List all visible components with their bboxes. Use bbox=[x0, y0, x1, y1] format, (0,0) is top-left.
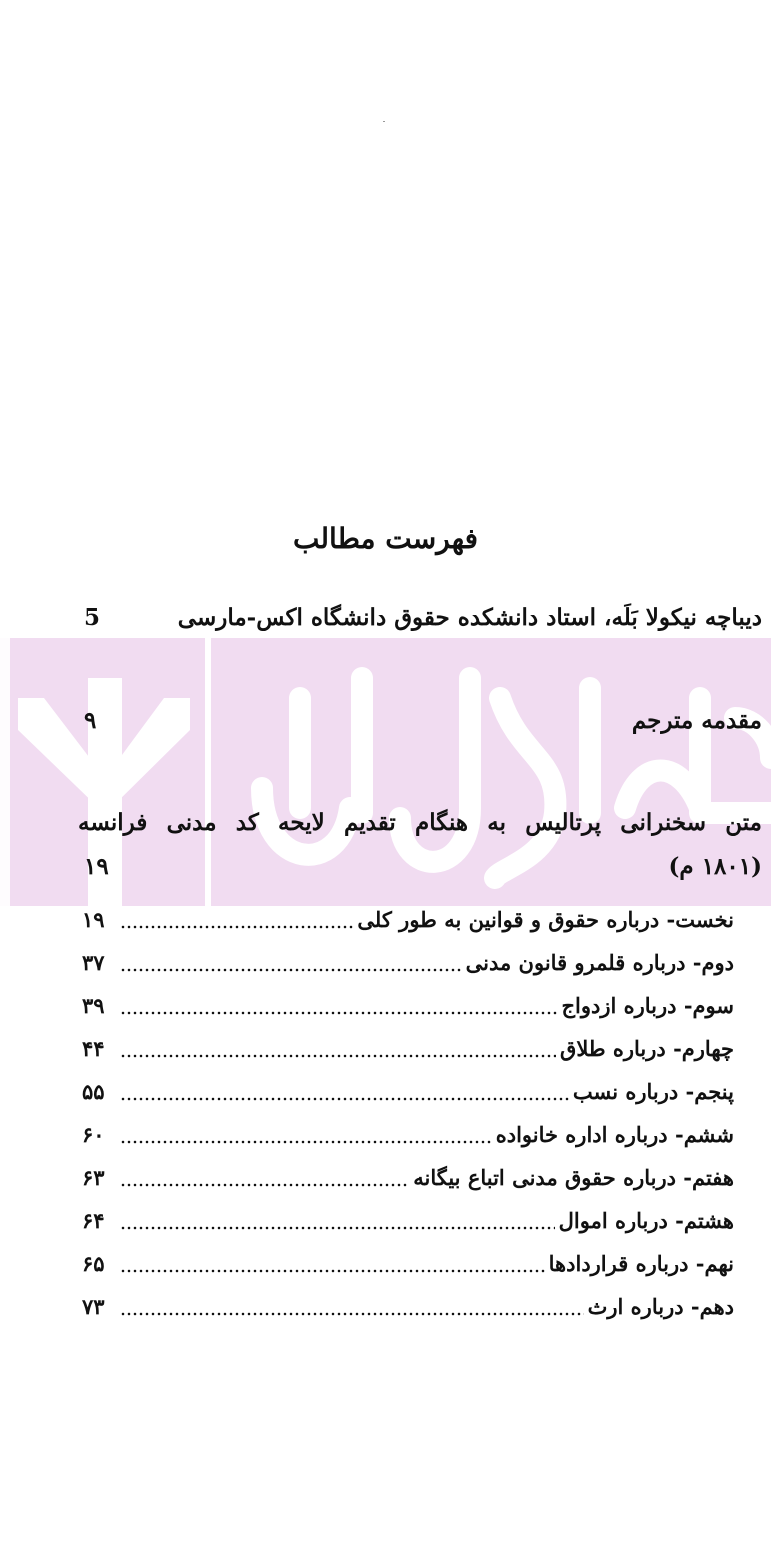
leader-dots bbox=[120, 1312, 584, 1316]
toc-subentry-label: پنجم- درباره نسب bbox=[572, 1079, 734, 1104]
toc-subentry[interactable] bbox=[82, 1199, 734, 1242]
toc-subentry[interactable] bbox=[82, 1156, 734, 1199]
toc-entry-portalis-speech[interactable] bbox=[78, 809, 762, 889]
leader-dots bbox=[120, 1140, 492, 1144]
toc-subentry-page: ۳۹ bbox=[82, 993, 105, 1018]
toc-subentry[interactable] bbox=[82, 941, 734, 984]
toc-entry-label: دیباچه نیکولا بَلَه، استاد دانشکده حقوق دانشگاه اکس-مارسی bbox=[177, 604, 762, 631]
toc-subentry-page: ۴۴ bbox=[82, 1036, 105, 1061]
toc-subentry[interactable] bbox=[82, 1285, 734, 1328]
toc-entry-page: ۹ bbox=[84, 707, 97, 734]
toc-subentry-label: سوم- درباره ازدواج bbox=[561, 993, 734, 1018]
toc-subentry[interactable] bbox=[82, 984, 734, 1027]
toc-entry-page: 5 bbox=[84, 604, 101, 631]
toc-entry-label-line2: (۱۸۰۱ م) bbox=[668, 853, 762, 880]
toc-subentries bbox=[82, 898, 734, 1328]
leader-dots bbox=[120, 1269, 545, 1273]
leader-dots bbox=[120, 1011, 557, 1015]
toc-subentry-page: ۶۰ bbox=[82, 1122, 105, 1147]
toc-subentry[interactable] bbox=[82, 1027, 734, 1070]
leader-dots bbox=[120, 1183, 409, 1187]
toc-subentry-label: هفتم- درباره حقوق مدنی اتباع بیگانه bbox=[413, 1165, 734, 1190]
toc-entry-label-line1: متن سخنرانی پرتالیس به هنگام تقدیم لایحه کد مدنی فرانسه bbox=[78, 809, 762, 836]
toc-subentry-label: چهارم- درباره طلاق bbox=[560, 1036, 734, 1061]
leader-dots bbox=[120, 1054, 556, 1058]
leader-dots bbox=[120, 1097, 569, 1101]
leader-dots bbox=[120, 968, 462, 972]
toc-subentry-label: نهم- درباره قراردادها bbox=[548, 1251, 734, 1276]
toc-entry-label: مقدمه مترجم bbox=[631, 707, 762, 734]
leader-dots bbox=[120, 1226, 555, 1230]
toc-subentry[interactable] bbox=[82, 1113, 734, 1156]
leader-dots bbox=[120, 925, 353, 929]
toc-subentry-page: ۳۷ bbox=[82, 950, 105, 975]
toc-subentry-label: دهم- درباره ارث bbox=[587, 1294, 734, 1319]
toc-entry-translator-intro[interactable] bbox=[78, 707, 762, 741]
toc-subentry-label: هشتم- درباره اموال bbox=[558, 1208, 734, 1233]
toc-subentry-page: ۶۴ bbox=[82, 1208, 105, 1233]
toc-subentry-label: دوم- درباره قلمرو قانون مدنی bbox=[465, 950, 734, 975]
toc-subentry[interactable] bbox=[82, 898, 734, 941]
toc-subentry-page: ۷۳ bbox=[82, 1294, 105, 1319]
toc-subentry-page: ۵۵ bbox=[82, 1079, 105, 1104]
toc-subentry-label: ششم- درباره اداره خانواده bbox=[495, 1122, 734, 1147]
page-title: فهرست مطالب bbox=[293, 522, 478, 555]
toc-subentry-page: ۱۹ bbox=[82, 907, 105, 932]
toc-entry-page: ۱۹ bbox=[84, 853, 109, 880]
toc-entry-preface[interactable] bbox=[78, 604, 762, 638]
scan-speck bbox=[383, 121, 385, 122]
toc-subentry[interactable] bbox=[82, 1070, 734, 1113]
toc-subentry-label: نخست- درباره حقوق و قوانین به طور کلی bbox=[357, 907, 734, 932]
toc-subentry-page: ۶۵ bbox=[82, 1251, 105, 1276]
toc-subentry[interactable] bbox=[82, 1242, 734, 1285]
toc-subentry-page: ۶۳ bbox=[82, 1165, 105, 1190]
